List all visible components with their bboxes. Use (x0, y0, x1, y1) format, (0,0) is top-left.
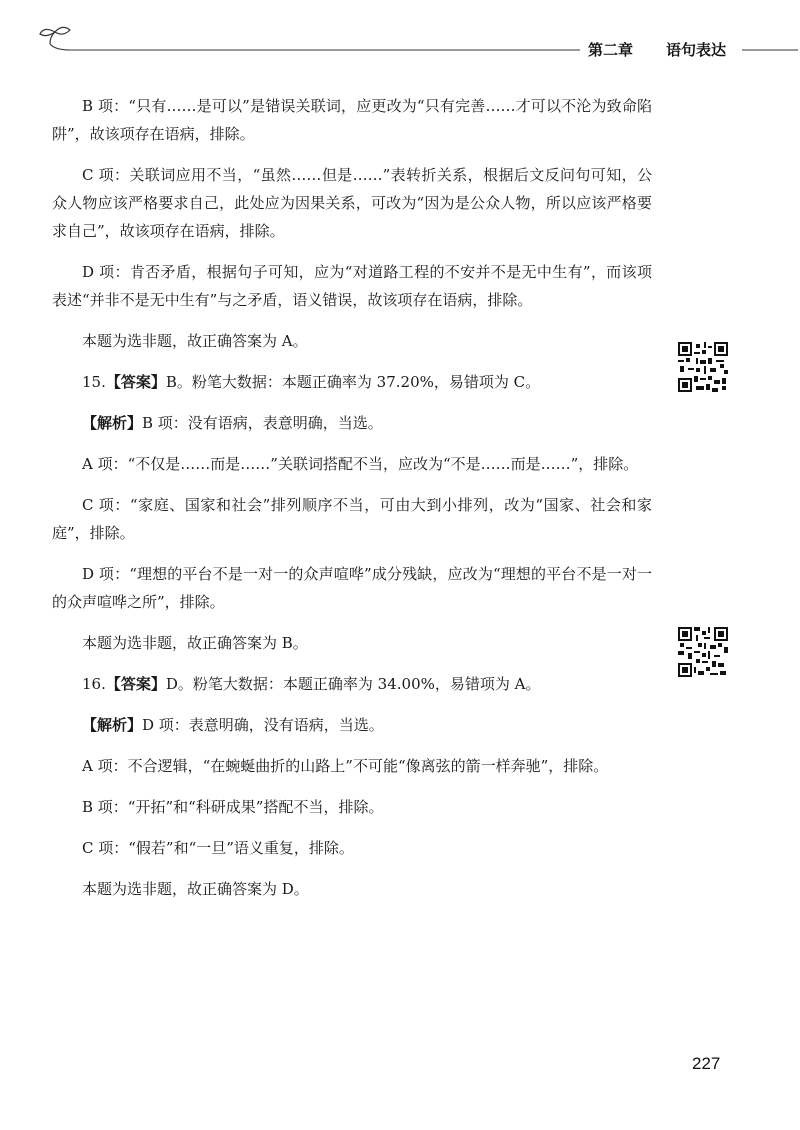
q15-answer-text: B。粉笔大数据：本题正确率为 37.20%，易错项为 C。 (165, 373, 541, 391)
q15-item: D 项：“理想的平台不是一对一的众声喧哗”成分残缺，应改为“理想的平台不是一对一的众声喧哗之所”，排除。 (52, 565, 652, 611)
page-number: 227 (692, 1054, 721, 1073)
q15-answer (52, 368, 652, 396)
chapter-name: 语句表达 (666, 41, 727, 59)
page-content (52, 92, 652, 916)
q16-answer (52, 670, 652, 698)
q16-answer-text: D。粉笔大数据：本题正确率为 34.00%，易错项为 A。 (165, 675, 541, 693)
q15-item: A 项：“不仅是……而是……”关联词搭配不当，应改为“不是……而是……”，排除。 (82, 455, 639, 473)
paragraph: D 项：肯否矛盾，根据句子可知，应为“对道路工程的不安并不是无中生有”，而该项表述“并非不是无中生有”与之矛盾，语义错误，故该项存在语病，排除。 (52, 263, 652, 309)
q16-item: C 项：“假若”和“一旦”语义重复，排除。 (82, 839, 354, 857)
q15-number: 15. (82, 373, 106, 391)
q16-analysis (52, 711, 652, 739)
qr-code-q16[interactable] (678, 627, 728, 677)
q16-answer-tag: 【答案】 (105, 675, 166, 693)
q16-analysis-tag: 【解析】 (82, 716, 143, 734)
q15-analysis-tag: 【解析】 (82, 414, 143, 432)
page-header (0, 0, 800, 60)
q15-analysis-text: B 项：没有语病，表意明确，当选。 (142, 414, 383, 432)
q15-answer-tag: 【答案】 (105, 373, 166, 391)
q16-item: B 项：“开拓”和“科研成果”搭配不当，排除。 (82, 798, 384, 816)
qr-code-q15[interactable] (678, 342, 728, 392)
header-rule-left (50, 44, 580, 50)
chapter-number: 第二章 (588, 41, 634, 59)
paragraph: C 项：关联词应用不当，“虽然……但是……”表转折关系，根据后文反问句可知，公众人物应该严格要求自己，此处应为因果关系，可改为“因为是公众人物，所以应该严格要求自己”，故该项存在语病，排除。 (52, 166, 652, 240)
q15-analysis (52, 409, 652, 437)
q16-number: 16. (82, 675, 106, 693)
q16-analysis-text: D 项：表意明确，没有语病，当选。 (142, 716, 384, 734)
q15-item: C 项：“家庭、国家和社会”排列顺序不当，可由大到小排列，改为“国家、社会和家庭”，排除。 (52, 496, 652, 542)
q16-item: A 项：不合逻辑，“在蜿蜒曲折的山路上”不可能“像离弦的箭一样奔驰”，排除。 (82, 757, 609, 775)
paragraph: B 项：“只有……是可以”是错误关联词，应更改为“只有完善……才可以不沦为致命陷阱”，故该项存在语病，排除。 (52, 97, 652, 143)
sprout-icon (40, 27, 70, 44)
q15-item: 本题为选非题，故正确答案为 B。 (82, 634, 308, 652)
q16-item: 本题为选非题，故正确答案为 D。 (82, 880, 309, 898)
paragraph: 本题为选非题，故正确答案为 A。 (82, 332, 308, 350)
